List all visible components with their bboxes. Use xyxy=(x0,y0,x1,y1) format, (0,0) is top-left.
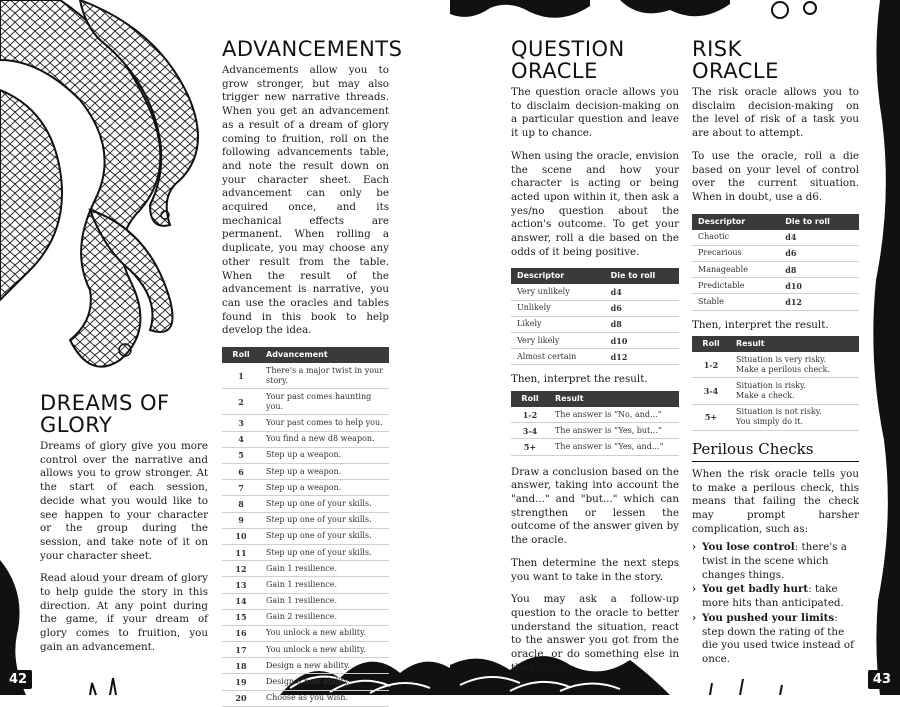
page-number-left: 42 xyxy=(4,670,32,689)
question-interpret-text: Then, interpret the result. xyxy=(511,373,648,386)
question-odds-table xyxy=(511,268,679,365)
table-header: Roll xyxy=(222,347,260,363)
advancement-cell: Step up one of your skills. xyxy=(260,544,389,560)
advancement-cell: Step up a weapon. xyxy=(260,480,389,496)
value-cell: The answer is “No, and...” xyxy=(549,407,679,423)
advancements-title: ADVANCEMENTS xyxy=(222,37,403,61)
roll-cell: 3 xyxy=(222,415,260,431)
advancements-table-body xyxy=(222,363,389,706)
roll-cell: 10 xyxy=(222,528,260,544)
roll-cell: 19 xyxy=(222,674,260,690)
descriptor-cell: 3-4 xyxy=(511,423,549,439)
question-result-table xyxy=(511,391,679,456)
table-row xyxy=(222,431,389,447)
risk-result-table xyxy=(692,336,859,431)
table-row xyxy=(222,447,389,463)
table-row xyxy=(692,294,859,310)
table-row xyxy=(222,496,389,512)
value-cell: d10 xyxy=(605,333,679,349)
table-row xyxy=(222,690,389,706)
question-oracle-section xyxy=(511,38,679,684)
descriptor-cell: Very likely xyxy=(511,333,605,349)
advancement-cell: Step up a weapon. xyxy=(260,464,389,480)
advancement-cell: Your past comes haunting you. xyxy=(260,389,389,415)
advancements-section xyxy=(222,37,403,707)
risk-title-line1: RISK xyxy=(692,37,742,61)
list-item xyxy=(692,583,859,610)
value-cell: d4 xyxy=(605,284,679,300)
roll-cell: 3-4 xyxy=(692,378,730,404)
table-row xyxy=(511,333,679,349)
value-cell: d12 xyxy=(779,294,859,310)
list-item-text: : take more hits than anticipated. xyxy=(702,583,844,610)
value-cell: d4 xyxy=(779,230,859,246)
advancement-cell: Gain 1 resilience. xyxy=(260,593,389,609)
tentacle-illustration xyxy=(0,0,215,410)
list-item-text: : there's a twist in the scene which changes things. xyxy=(702,541,847,581)
table-header: Roll xyxy=(692,336,730,352)
table-header: Result xyxy=(730,336,859,352)
table-row xyxy=(511,349,679,365)
advancement-cell: Gain 1 resilience. xyxy=(260,577,389,593)
value-cell: d12 xyxy=(605,349,679,365)
risk-oracle-p2: To use the oracle, roll a die based on your level of control over the current situation. When in doubt, use a d6. xyxy=(692,149,859,203)
result-cell xyxy=(730,378,859,404)
value-cell: The answer is “Yes, but...” xyxy=(549,423,679,439)
table-header: Result xyxy=(549,391,679,407)
roll-cell: 9 xyxy=(222,512,260,528)
roll-cell: 7 xyxy=(222,480,260,496)
advancement-cell: Gain 2 resilience. xyxy=(260,609,389,625)
table-row xyxy=(222,577,389,593)
table-row xyxy=(222,642,389,658)
question-oracle-p2: When using the oracle, envision the scene and how your character is acting or being acted upon within it, then ask a yes/no question about the action's outcome. To get your answer, roll a die based on the odds of it being positive. xyxy=(511,149,679,258)
roll-cell: 6 xyxy=(222,464,260,480)
table-row xyxy=(692,230,859,246)
table-row xyxy=(222,544,389,560)
advancement-cell: Design a new ability. xyxy=(260,674,389,690)
roll-cell: 5 xyxy=(222,447,260,463)
table-row xyxy=(222,674,389,690)
left-page xyxy=(0,0,450,704)
advancements-body: Advancements allow you to grow stronger, but may also trigger new narrative threads. When you get an advancement as a result of a dream of glory coming to fruition, roll on the following advancements table, and note the result down on your character sheet. Each advancement can only be acquired once, and its mechanical effects are permanent. When rolling a duplicate, you may choose any other result from the table. When the result of the advancement is narrative, you can use the oracles and tables found in this book to help develop the idea. xyxy=(222,64,389,337)
table-row xyxy=(222,528,389,544)
descriptor-cell: Precarious xyxy=(692,245,779,261)
table-header: Descriptor xyxy=(511,268,605,284)
descriptor-cell: Chaotic xyxy=(692,230,779,246)
question-oracle-title xyxy=(511,38,679,82)
table-row xyxy=(222,561,389,577)
risk-oracle-section xyxy=(692,38,859,668)
descriptor-cell: Predictable xyxy=(692,278,779,294)
advancement-cell: Choose as you wish. xyxy=(260,690,389,706)
result-line-2: Make a check. xyxy=(736,391,795,401)
table-row xyxy=(692,278,859,294)
question-title-line1: QUESTION xyxy=(511,37,625,61)
descriptor-cell: Almost certain xyxy=(511,349,605,365)
question-odds-table-body xyxy=(511,284,679,364)
value-cell: d8 xyxy=(605,316,679,332)
advancement-cell: Step up one of your skills. xyxy=(260,528,389,544)
roll-cell: 15 xyxy=(222,609,260,625)
advancement-cell: Step up one of your skills. xyxy=(260,512,389,528)
value-cell: The answer is “Yes, and...” xyxy=(549,439,679,455)
roll-cell: 16 xyxy=(222,625,260,641)
result-line-1: Situation is not risky. xyxy=(736,407,822,417)
result-line-1: Situation is risky. xyxy=(736,381,807,391)
dreams-title-line2: GLORY xyxy=(40,413,113,437)
table-row xyxy=(222,593,389,609)
table-row xyxy=(692,378,859,404)
table-row xyxy=(222,625,389,641)
advancement-cell: Step up a weapon. xyxy=(260,447,389,463)
advancement-cell: You unlock a new ability. xyxy=(260,642,389,658)
question-oracle-p4: Then determine the next steps you want to take in the story. xyxy=(511,556,679,583)
descriptor-cell: Very unlikely xyxy=(511,284,605,300)
risk-oracle-title xyxy=(692,38,859,82)
table-row xyxy=(222,464,389,480)
descriptor-cell: 5+ xyxy=(511,439,549,455)
right-page xyxy=(450,0,900,695)
perilous-checks-title: Perilous Checks xyxy=(692,441,859,462)
result-line-1: Situation is very risky. xyxy=(736,354,827,364)
table-row xyxy=(692,262,859,278)
question-title-line2: ORACLE xyxy=(511,59,598,83)
descriptor-cell: Likely xyxy=(511,316,605,332)
right-edge-ink-art xyxy=(870,0,900,695)
table-row xyxy=(692,245,859,261)
result-line-2: Make a perilous check. xyxy=(736,364,831,374)
roll-cell: 18 xyxy=(222,658,260,674)
result-cell xyxy=(730,404,859,430)
descriptor-cell: 1-2 xyxy=(511,407,549,423)
descriptor-cell: Manageable xyxy=(692,262,779,278)
advancement-cell: Your past comes to help you. xyxy=(260,415,389,431)
list-item-lead: You lose control xyxy=(702,541,795,554)
value-cell: d8 xyxy=(779,262,859,278)
table-row xyxy=(222,609,389,625)
roll-cell: 12 xyxy=(222,561,260,577)
table-header: Advancement xyxy=(260,347,389,363)
question-result-table-body xyxy=(511,407,679,455)
table-row xyxy=(222,389,389,415)
roll-cell: 4 xyxy=(222,431,260,447)
roll-cell: 5+ xyxy=(692,404,730,430)
table-row xyxy=(511,439,679,455)
table-header: Roll xyxy=(511,391,549,407)
value-cell: d6 xyxy=(605,300,679,316)
roll-cell: 1 xyxy=(222,363,260,389)
dreams-paragraph-1: Dreams of glory give you more control over the narrative and allows you to grow stronger. At the start of each session, decide what you would like to see happen to your character or the group during the session, and take note of it on your character sheet. xyxy=(40,440,208,562)
value-cell: d6 xyxy=(779,245,859,261)
table-row xyxy=(222,415,389,431)
perilous-consequences-list xyxy=(692,541,859,666)
dreams-of-glory-title xyxy=(40,392,208,436)
question-oracle-p5: You may ask a follow-up question to the oracle to better understand the situation, react to the answer you got from the oracle, or do something else in the fiction. xyxy=(511,593,679,674)
advancement-cell: Step up one of your skills. xyxy=(260,496,389,512)
roll-cell: 11 xyxy=(222,544,260,560)
advancement-cell: Design a new ability. xyxy=(260,658,389,674)
risk-title-line2: ORACLE xyxy=(692,59,779,83)
result-cell xyxy=(730,352,859,378)
advancement-cell: You unlock a new ability. xyxy=(260,625,389,641)
dreams-of-glory-section xyxy=(40,392,208,664)
table-row xyxy=(222,480,389,496)
table-row xyxy=(222,363,389,389)
list-item-lead: You get badly hurt xyxy=(702,583,809,596)
table-row xyxy=(511,316,679,332)
risk-oracle-p1: The risk oracle allows you to disclaim decision-making on the level of risk of a task you are about to attempt. xyxy=(692,86,859,140)
advancement-cell: Gain 1 resilience. xyxy=(260,561,389,577)
table-header: Die to roll xyxy=(779,214,859,230)
risk-control-table xyxy=(692,214,859,311)
roll-cell: 1-2 xyxy=(692,352,730,378)
table-row xyxy=(692,352,859,378)
roll-cell: 17 xyxy=(222,642,260,658)
result-line-2: You simply do it. xyxy=(736,417,803,427)
table-header: Descriptor xyxy=(692,214,779,230)
question-oracle-p1: The question oracle allows you to disclaim decision-making on a particular question and leave it up to chance. xyxy=(511,86,679,140)
table-row xyxy=(511,407,679,423)
descriptor-cell: Stable xyxy=(692,294,779,310)
advancement-cell: There's a major twist in your story. xyxy=(260,363,389,389)
dreams-paragraph-2: Read aloud your dream of glory to help guide the story in this direction. At any point during the game, if your dream of glory comes to fruition, you gain an advancement. xyxy=(40,572,208,653)
roll-cell: 8 xyxy=(222,496,260,512)
table-row xyxy=(511,423,679,439)
table-row xyxy=(222,658,389,674)
roll-cell: 13 xyxy=(222,577,260,593)
risk-interpret-text: Then, interpret the result. xyxy=(692,318,829,331)
roll-cell: 2 xyxy=(222,389,260,415)
roll-cell: 14 xyxy=(222,593,260,609)
top-wave-illustration xyxy=(450,0,870,30)
value-cell: d10 xyxy=(779,278,859,294)
table-row xyxy=(511,300,679,316)
table-row xyxy=(511,284,679,300)
advancements-table xyxy=(222,347,389,707)
risk-control-table-body xyxy=(692,230,859,310)
roll-cell: 20 xyxy=(222,690,260,706)
list-item xyxy=(692,612,859,667)
descriptor-cell: Unlikely xyxy=(511,300,605,316)
perilous-body: When the risk oracle tells you to make a perilous check, this means that failing the check may prompt harsher complication, such as: xyxy=(692,467,859,535)
list-item-lead: You pushed your limits xyxy=(702,611,835,624)
question-oracle-p3: Draw a conclusion based on the answer, taking into account the "and..." and "but..." which can strengthen or lessen the outcome of the answer given by the oracle. xyxy=(511,465,679,547)
table-row xyxy=(692,404,859,430)
list-item xyxy=(692,541,859,582)
dreams-title-line1: DREAMS OF xyxy=(40,391,170,415)
advancement-cell: You find a new d8 weapon. xyxy=(260,431,389,447)
risk-result-table-body xyxy=(692,352,859,430)
page-number-right: 43 xyxy=(868,670,896,689)
table-row xyxy=(222,512,389,528)
list-item-text: : step down the rating of the die you used twice instead of once. xyxy=(702,611,854,665)
table-header: Die to roll xyxy=(605,268,679,284)
